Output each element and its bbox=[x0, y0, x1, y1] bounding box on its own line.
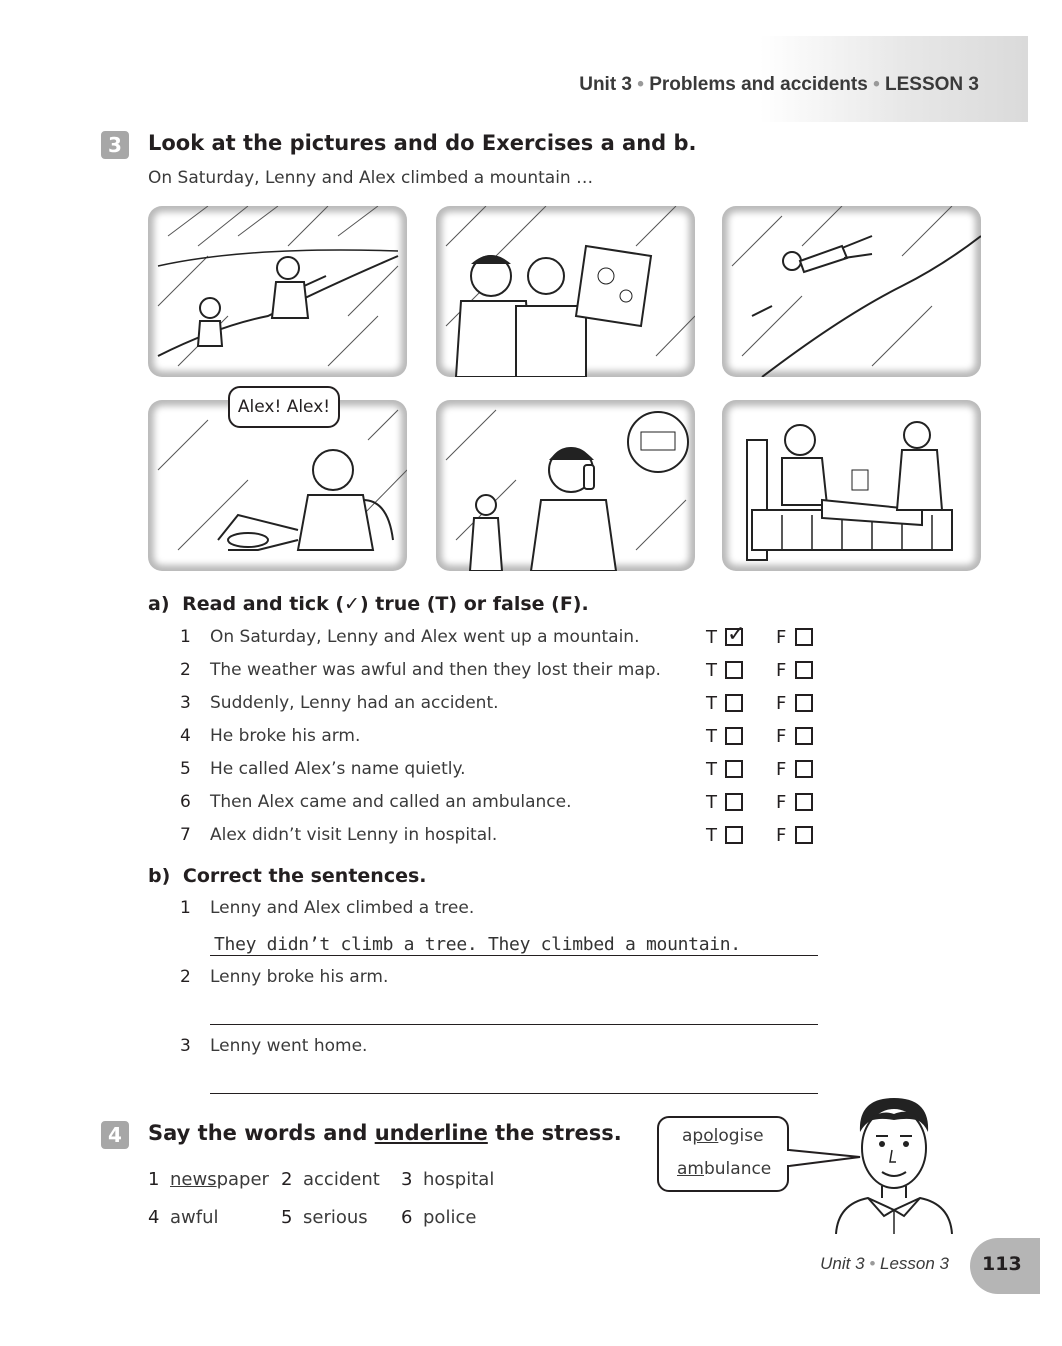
statement-text: Suddenly, Lenny had an accident. bbox=[210, 693, 499, 713]
page-number: 113 bbox=[982, 1253, 1022, 1275]
word-rest: awful bbox=[170, 1207, 219, 1228]
callout-word-part: a bbox=[682, 1126, 693, 1146]
statement-text: On Saturday, Lenny and Alex went up a mountain. bbox=[210, 627, 640, 647]
correction-sentence: Lenny broke his arm. bbox=[210, 967, 389, 987]
stress-word[interactable] bbox=[303, 1207, 368, 1228]
true-label: T bbox=[706, 825, 717, 846]
word-rest: hospital bbox=[423, 1169, 495, 1190]
part-a-label bbox=[148, 593, 589, 615]
true-checkbox[interactable] bbox=[725, 826, 743, 844]
false-label: F bbox=[776, 759, 787, 780]
callout-word-part: bulance bbox=[703, 1159, 772, 1179]
statement-number: 6 bbox=[180, 792, 191, 812]
true-checkbox[interactable] bbox=[725, 793, 743, 811]
statement-text: Alex didn’t visit Lenny in hospital. bbox=[210, 825, 498, 845]
footer-unit: Unit 3 bbox=[820, 1254, 865, 1273]
statement-number: 5 bbox=[180, 759, 191, 779]
statement-number: 2 bbox=[180, 660, 191, 680]
part-b-instruction: Correct the sentences. bbox=[182, 865, 427, 887]
true-label: T bbox=[706, 726, 717, 747]
exercise-3-intro: On Saturday, Lenny and Alex climbed a mountain … bbox=[148, 168, 594, 188]
statement-number: 3 bbox=[180, 693, 191, 713]
true-checkbox[interactable] bbox=[725, 694, 743, 712]
false-checkbox[interactable] bbox=[795, 661, 813, 679]
answer-line[interactable] bbox=[210, 1024, 818, 1025]
stress-word[interactable] bbox=[170, 1207, 219, 1228]
callout-word-stressed: pol bbox=[692, 1126, 719, 1146]
stressed-syllable: news bbox=[170, 1169, 217, 1190]
boy-illustration bbox=[828, 1092, 960, 1234]
word-number: 3 bbox=[401, 1169, 413, 1190]
part-b-letter: b) bbox=[148, 865, 171, 887]
word-rest: serious bbox=[303, 1207, 368, 1228]
header-lesson: LESSON 3 bbox=[885, 74, 979, 95]
header-topic: Problems and accidents bbox=[649, 74, 868, 95]
exercise-4-title-underlined: underline bbox=[374, 1121, 488, 1145]
false-label: F bbox=[776, 627, 787, 648]
false-checkbox[interactable] bbox=[795, 826, 813, 844]
picture-hospital bbox=[722, 400, 981, 571]
word-number: 4 bbox=[148, 1207, 160, 1228]
word-number: 1 bbox=[148, 1169, 160, 1190]
false-label: F bbox=[776, 726, 787, 747]
false-label: F bbox=[776, 693, 787, 714]
false-checkbox[interactable] bbox=[795, 727, 813, 745]
false-label: F bbox=[776, 825, 787, 846]
speech-bubble-text: Alex! Alex! bbox=[237, 397, 331, 417]
true-checkbox[interactable] bbox=[725, 760, 743, 778]
callout-word-stressed: am bbox=[677, 1159, 704, 1179]
correction-number: 1 bbox=[180, 898, 191, 918]
word-number: 2 bbox=[281, 1169, 293, 1190]
statement-number: 4 bbox=[180, 726, 191, 746]
word-number: 5 bbox=[281, 1207, 293, 1228]
stress-word[interactable] bbox=[423, 1207, 476, 1228]
footer-separator-dot: • bbox=[869, 1254, 876, 1273]
callout-word-apologise bbox=[682, 1126, 764, 1146]
exercise-4-title-end: the stress. bbox=[487, 1121, 622, 1145]
statement-text: Then Alex came and called an ambulance. bbox=[210, 792, 572, 812]
correction-sentence: Lenny and Alex climbed a tree. bbox=[210, 898, 475, 918]
picture-losing-map bbox=[436, 206, 695, 377]
answer-line[interactable] bbox=[210, 955, 818, 956]
statement-text: He called Alex’s name quietly. bbox=[210, 759, 466, 779]
callout-word-part: ogise bbox=[718, 1126, 764, 1146]
false-checkbox[interactable] bbox=[795, 694, 813, 712]
picture-falling bbox=[722, 206, 981, 377]
footer-lesson: Lesson 3 bbox=[880, 1254, 949, 1273]
word-rest: accident bbox=[303, 1169, 380, 1190]
true-checkbox[interactable] bbox=[725, 661, 743, 679]
false-checkbox[interactable] bbox=[795, 628, 813, 646]
exercise-3-number: 3 bbox=[101, 131, 129, 159]
correction-number: 3 bbox=[180, 1036, 191, 1056]
picture-climbing bbox=[148, 206, 407, 377]
false-checkbox[interactable] bbox=[795, 793, 813, 811]
exercise-4-title bbox=[148, 1121, 622, 1145]
true-label: T bbox=[706, 792, 717, 813]
true-label: T bbox=[706, 693, 717, 714]
statement-text: The weather was awful and then they lost their map. bbox=[210, 660, 661, 680]
false-label: F bbox=[776, 660, 787, 681]
word-rest: paper bbox=[216, 1169, 269, 1190]
correction-answer[interactable]: They didn’t climb a tree. They climbed a mountain. bbox=[214, 934, 741, 955]
exercise-4-title-start: Say the words and bbox=[148, 1121, 375, 1145]
exercise-3-title: Look at the pictures and do Exercises a and b. bbox=[148, 131, 697, 155]
header-unit: Unit 3 bbox=[579, 74, 632, 95]
part-a-instruction: Read and tick (✓) true (T) or false (F). bbox=[182, 593, 589, 615]
statement-number: 7 bbox=[180, 825, 191, 845]
speech-bubble bbox=[228, 386, 340, 428]
stress-word[interactable] bbox=[303, 1169, 380, 1190]
word-number: 6 bbox=[401, 1207, 413, 1228]
correction-sentence: Lenny went home. bbox=[210, 1036, 368, 1056]
page-footer bbox=[820, 1254, 949, 1274]
header-separator-dot: • bbox=[873, 74, 880, 95]
true-label: T bbox=[706, 627, 717, 648]
stress-word[interactable] bbox=[423, 1169, 494, 1190]
callout-word-ambulance bbox=[677, 1159, 771, 1179]
true-label: T bbox=[706, 660, 717, 681]
false-label: F bbox=[776, 792, 787, 813]
stress-word[interactable] bbox=[170, 1169, 269, 1190]
false-checkbox[interactable] bbox=[795, 760, 813, 778]
true-label: T bbox=[706, 759, 717, 780]
exercise-4-number: 4 bbox=[101, 1121, 129, 1149]
part-b-label bbox=[148, 865, 427, 887]
word-rest: police bbox=[423, 1207, 477, 1228]
page-header bbox=[579, 74, 979, 96]
answer-line[interactable] bbox=[210, 1093, 818, 1094]
statement-number: 1 bbox=[180, 627, 191, 647]
true-checkbox[interactable] bbox=[725, 727, 743, 745]
picture-phone-call bbox=[436, 400, 695, 571]
correction-number: 2 bbox=[180, 967, 191, 987]
header-separator-dot: • bbox=[637, 74, 644, 95]
statement-text: He broke his arm. bbox=[210, 726, 361, 746]
tick-mark-icon: ✓ bbox=[727, 622, 746, 647]
part-a-letter: a) bbox=[148, 593, 170, 615]
